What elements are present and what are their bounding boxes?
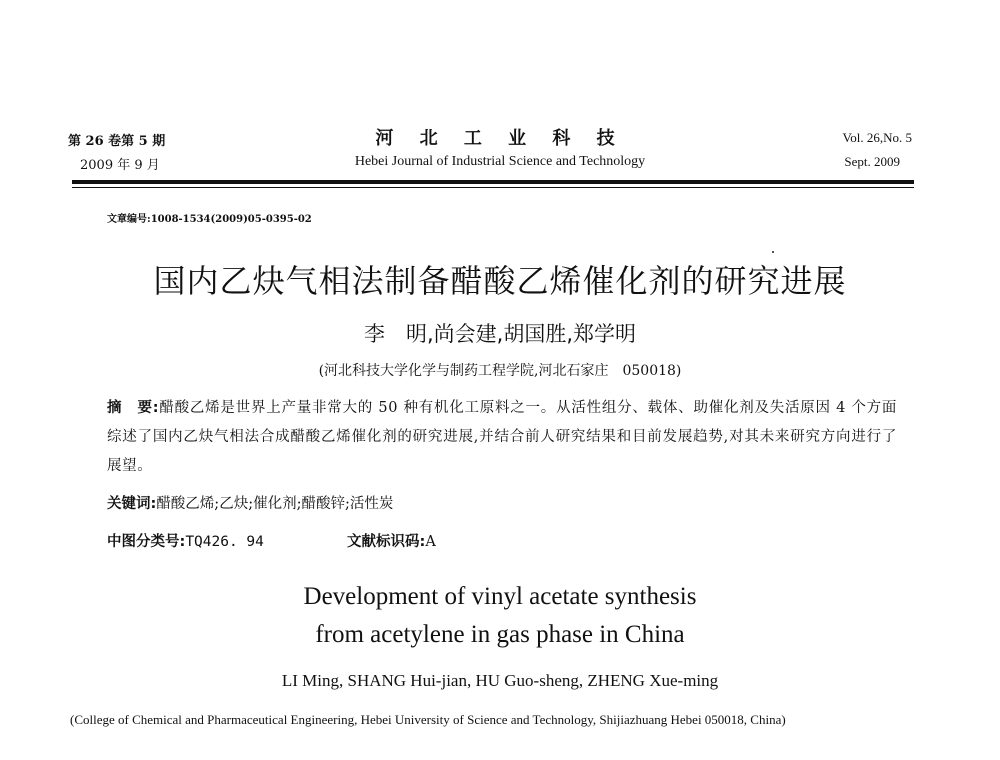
paper-title-en-line1: Development of vinyl acetate synthesis bbox=[303, 583, 697, 610]
volume-issue-cn: 第 26 卷第 5 期 bbox=[68, 134, 166, 149]
authors-en: LI Ming, SHANG Hui-jian, HU Guo-sheng, ZHENG Xue-ming bbox=[281, 671, 719, 690]
document-code-label: 文献标识码: bbox=[347, 534, 426, 550]
abstract-label: 摘 要: bbox=[107, 400, 160, 416]
authors-cn: 李 明,尚会建,胡国胜,郑学明 bbox=[363, 322, 637, 346]
classification-number bbox=[107, 530, 264, 551]
date-en: Sept. 2009 bbox=[844, 154, 900, 169]
keywords-cn bbox=[107, 492, 393, 513]
classification-label: 中图分类号: bbox=[107, 534, 186, 550]
abstract-text: 醋酸乙烯是世界上产量非常大的 50 种有机化工原料之一。从活性组分、载体、助催化剂及失活原因 4 个方面综述了国内乙炔气相法合成醋酸乙烯催化剂的研究进展,并结合前人研究结果和目前发展趋势,对其未来研究方向进行了展望。 bbox=[107, 400, 898, 474]
article-number: 文章编号:1008-1534(2009)05-0395-02 bbox=[107, 214, 312, 225]
paper-title-en-line2: from acetylene in gas phase in China bbox=[315, 621, 685, 648]
scan-speck bbox=[772, 251, 774, 253]
keywords-text: 醋酸乙烯;乙炔;催化剂;醋酸锌;活性炭 bbox=[156, 496, 394, 512]
paper-title-cn: 国内乙炔气相法制备醋酸乙烯催化剂的研究进展 bbox=[153, 262, 847, 300]
journal-title-en: Hebei Journal of Industrial Science and Technology bbox=[354, 154, 646, 169]
affiliation-en: (College of Chemical and Pharmaceutical Engineering, Hebei University of Science and Technology, Shijiazhuang Hebei 050018, China) bbox=[70, 712, 786, 727]
date-cn: 2009 年 9 月 bbox=[80, 158, 160, 173]
keywords-label: 关键词: bbox=[107, 496, 157, 512]
document-code bbox=[347, 530, 436, 551]
classification-value: TQ426. 94 bbox=[185, 534, 264, 550]
document-code-value: A bbox=[425, 534, 436, 550]
journal-title-cn: 河 北 工 业 科 技 bbox=[375, 128, 625, 149]
header-rule-thin bbox=[72, 187, 914, 188]
abstract-cn bbox=[107, 394, 897, 481]
affiliation-cn: (河北科技大学化学与制药工程学院,河北石家庄 050018) bbox=[318, 363, 682, 379]
volume-issue-en: Vol. 26,No. 5 bbox=[842, 130, 912, 145]
header-rule-thick bbox=[72, 180, 914, 184]
